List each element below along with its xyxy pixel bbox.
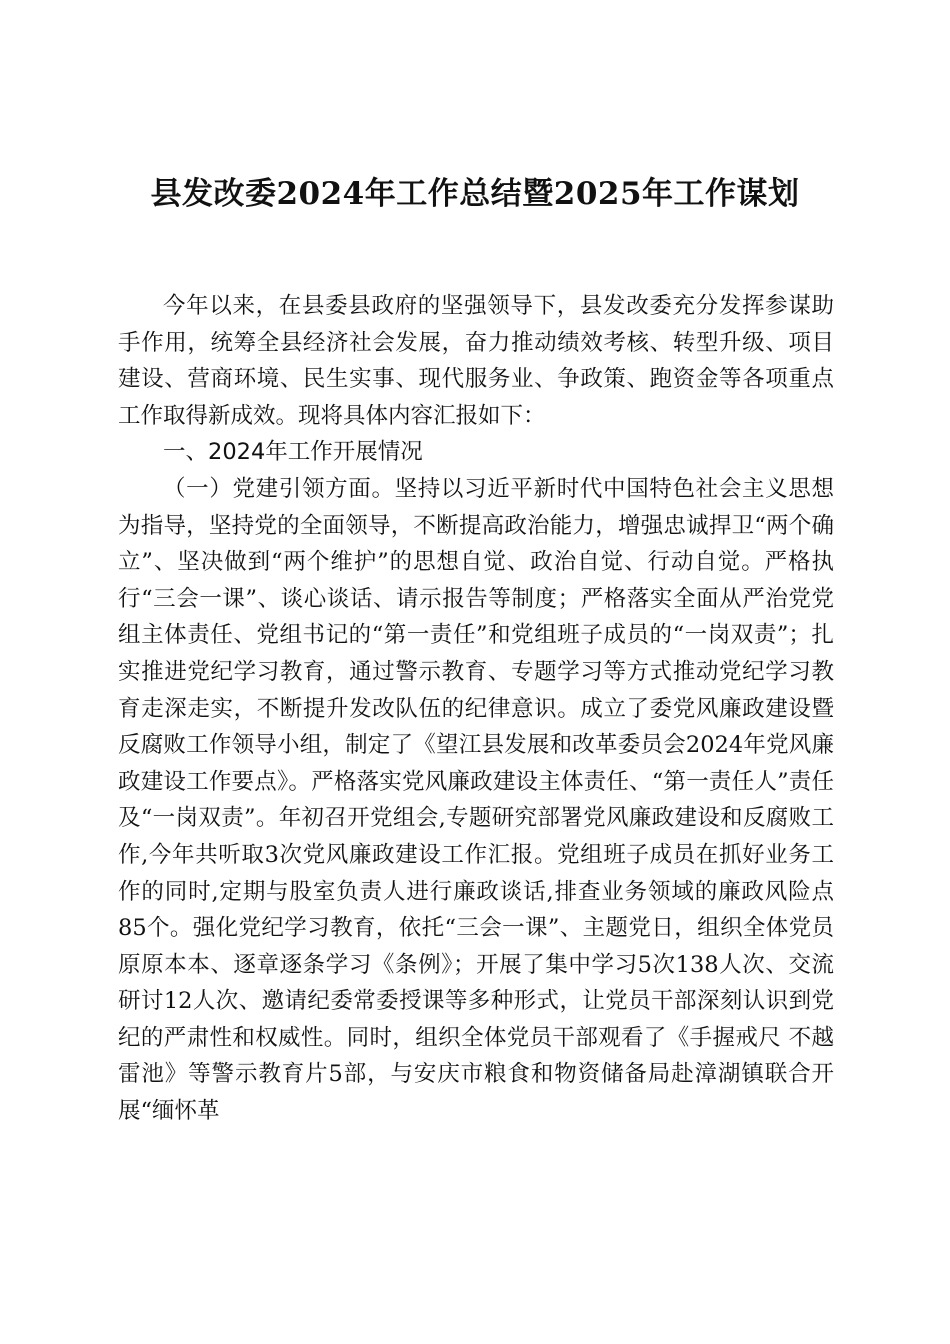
- intro-paragraph: 今年以来，在县委县政府的坚强领导下，县发改委充分发挥参谋助手作用，统筹全县经济社会发展，奋力推动绩效考核、转型升级、项目建设、营商环境、民生实事、现代服务业、争政策、跑资金等各项重点工作取得新成效。现将具体内容汇报如下：: [118, 293, 834, 429]
- document-body: [118, 288, 834, 1130]
- section-paragraph: （一）党建引领方面。坚持以习近平新时代中国特色社会主义思想为指导，坚持党的全面领导，不断提高政治能力，增强忠诚捍卫“两个确立”、坚决做到“两个维护”的思想自觉、政治自觉、行动自觉。严格执行“三会一课”、谈心谈话、请示报告等制度；严格落实全面从严治党党组主体责任、党组书记的“第一责任”和党组班子成员的“一岗双责”；扎实推进党纪学习教育，通过警示教育、专题学习等方式推动党纪学习教育走深走实，不断提升发改队伍的纪律意识。成立了委党风廉政建设暨反腐败工作领导小组，制定了《望江县发展和改革委员会2024年党风廉政建设工作要点》。严格落实党风廉政建设主体责任、“第一责任人”责任及“一岗双责”。年初召开党组会,专题研究部署党风廉政建设和反腐败工作,今年共听取3次党风廉政建设工作汇报。党组班子成员在抓好业务工作的同时,定期与股室负责人进行廉政谈话,排查业务领域的廉政风险点85个。强化党纪学习教育，依托“三会一课”、主题党日，组织全体党员原原本本、逐章逐条学习《条例》；开展了集中学习5次138人次、交流研讨12人次、邀请纪委常委授课等多种形式，让党员干部深刻认识到党纪的严肃性和权威性。同时，组织全体党员干部观看了《手握戒尺 不越雷池》等警示教育片5部，与安庆市粮食和物资储备局赴漳湖镇联合开展“缅怀革: [118, 475, 834, 1125]
- document-title: 县发改委2024年工作总结暨2025年工作谋划: [150, 176, 800, 212]
- section-heading: 一、2024年工作开展情况: [163, 439, 423, 466]
